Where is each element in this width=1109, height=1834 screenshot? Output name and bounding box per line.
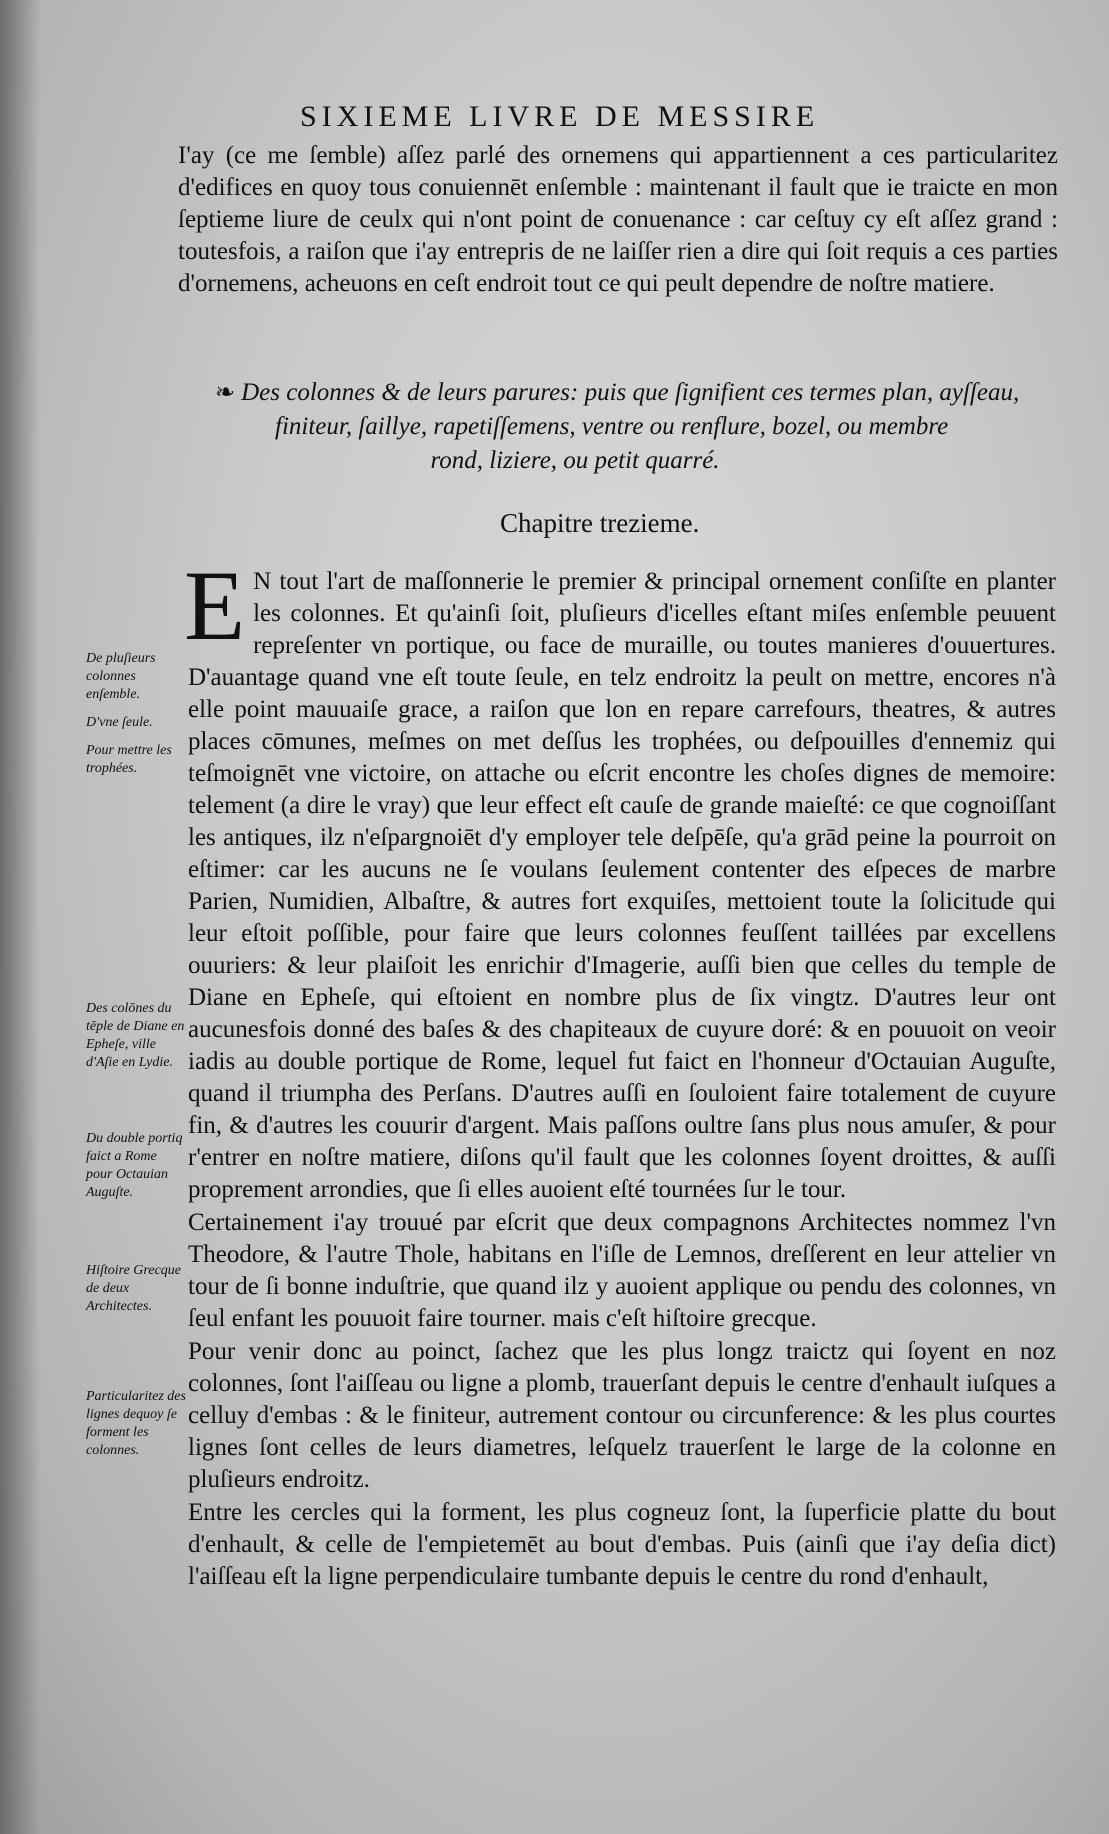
paragraph-3: Pour venir donc au poinct, ſachez que les plus longz traictz qui ſoyent en noz colonnes, ſont l'aiſſeau ou ligne a plomb, trauerſant depuis le centre d'enhault iuſques a celluy d'embas : & le finiteur, autrement contour ou circunference: & les plus courtes lignes ſont celles de leurs diametres, leſquelz trauerſent le large de la colonne en pluſieurs endroitz. [188,1338,1056,1493]
chapter-heading-line-2: finiteur, ſaillye, rapetiſſemens, ventre ou renflure, bozel, ou membre [275,413,949,440]
chapter-number: Chapitre trezieme. [500,508,700,538]
paragraph-4: Entre les cercles qui la forment, les plus cogneuz ſont, la ſuperficie platte du bout d'enhault, & celle de l'empietemēt au bout d'embas. Puis (ainſi que i'ay deſia dict) l'aiſſeau eſt la ligne perpendiculaire tumbante depuis le centre du rond d'enhault, [188,1499,1056,1590]
margin-note: De pluſieurs colonnes enſemble. [86,651,156,702]
intro-paragraph: I'ay (ce me ſemble) aſſez parlé des ornemens qui appartiennent a ces particularitez d'edifices en quoy tous conuiennēt enſemble : maintenant il fault que ie traicte en mon ſeptieme liure de ceulx qui n'ont point de conuenance : car ceſtuy cy eſt aſſez grand : toutesfois, a raiſon que i'ay entrepris de ne laiſſer rien a dire qui ſoit requis a ces parties d'ornemens, acheuons en ceſt endroit tout ce qui peult dependre de noſtre matiere. [178,142,1058,297]
margin-note: Pour mettre les trophées. [86,743,172,776]
margin-note: Des colōnes du tēple de Diane en Epheſe, ville d'Aſie en Lydie. [86,1001,185,1070]
running-head: SIXIEME LIVRE DE MESSIRE [300,100,820,133]
paragraph-1-text: N tout l'art de maſſonnerie le premier & principal ornement conſiſte en planter les colonnes. Et qu'ainſi ſoit, pluſieurs d'icelles eſtant miſes enſemble peuuent repreſenter vn portique, ou face de muraille, ou toutes manieres d'ouuertures. D'auantage quand vne eſt toute ſeule, en telz endroitz la peult on mettre, encores n'à elle point mauuaiſe grace, a raiſon que lon en repare carrefours, theatres, & autres places cōmunes, meſmes on met deſſus les trophées, ou deſpouilles d'ennemiz qui teſmoignēt vne victoire, on attache ou eſcrit encontre les choſes dignes de memoire: telement (a dire le vray) que leur effect eſt cauſe de grande maieſté: ce que cognoiſſant les antiques, ilz n'eſpargnoiēt d'y employer tele deſpēſe, qu'a grād peine la pourroit on eſtimer: car les aucuns ne ſe voulans ſeulement contenter des eſpeces de marbre Parien, Numidien, Albaſtre, & autres fort exquiſes, mettoient toute la ſolicitude qui leur eſtoit poſſible, pour faire que leurs colonnes feuſſent taillées par excellens ouuriers: & leur plaiſoit les enrichir d'Imagerie, auſſi bien que celles du temple de Diane en Epheſe, qui eſtoient en nombre plus de ſix vingtz. D'autres leur ont aucunesfois donné des baſes & des chapiteaux de cuyure doré: & en pouuoit on veoir iadis au double portique de Rome, lequel fut faict en l'honneur d'Octauian Auguſte, quand il triumpha des Perſans. D'autres auſſi en ſouloient faire totalement de cuyure fin, & d'autres les couurir d'argent. Mais paſſons oultre ſans plus nous amuſer, & pour r'entrer en noſtre matiere, diſons qu'il fault que les colonnes ſoyent droittes, & auſſi proprement arrondies, que ſi elles auoient eſté tournées ſur le tour. [188,568,1056,1203]
paragraph-2: Certainement i'ay trouué par eſcrit que deux compagnons Architectes nommez l'vn Theodore, & l'autre Thole, habitans en l'iſle de Lemnos, dreſſerent en leur attelier vn tour de ſi bonne induſtrie, que quand ilz y auoient applique ou pendu des colonnes, vn ſeul enfant les pouuoit faire tourner. mais c'eſt hiſtoire grecque. [188,1209,1056,1332]
chapter-heading-line-1: Des colonnes & de leurs parures: puis que ſignifient ces termes plan, ayſſeau, [241,379,1020,406]
fleuron-icon: ❧ [215,380,236,406]
chapter-heading-line-3: rond, liziere, ou petit quarré. [430,447,720,474]
margin-note: Hiſtoire Grecque de deux Architectes. [86,1263,181,1314]
paragraph-1 [184,550,1056,1206]
margin-note: Du double portiq faict a Rome pour Octauian Auguſte. [86,1131,183,1200]
margin-note: D'vne ſeule. [86,715,153,730]
drop-cap: E [184,550,246,661]
chapter-heading [215,376,1055,478]
page-edge-shadow [0,0,40,1834]
body-text [184,550,1056,1594]
margin-note: Particularitez des lignes dequoy ſe forment les colonnes. [86,1389,186,1458]
